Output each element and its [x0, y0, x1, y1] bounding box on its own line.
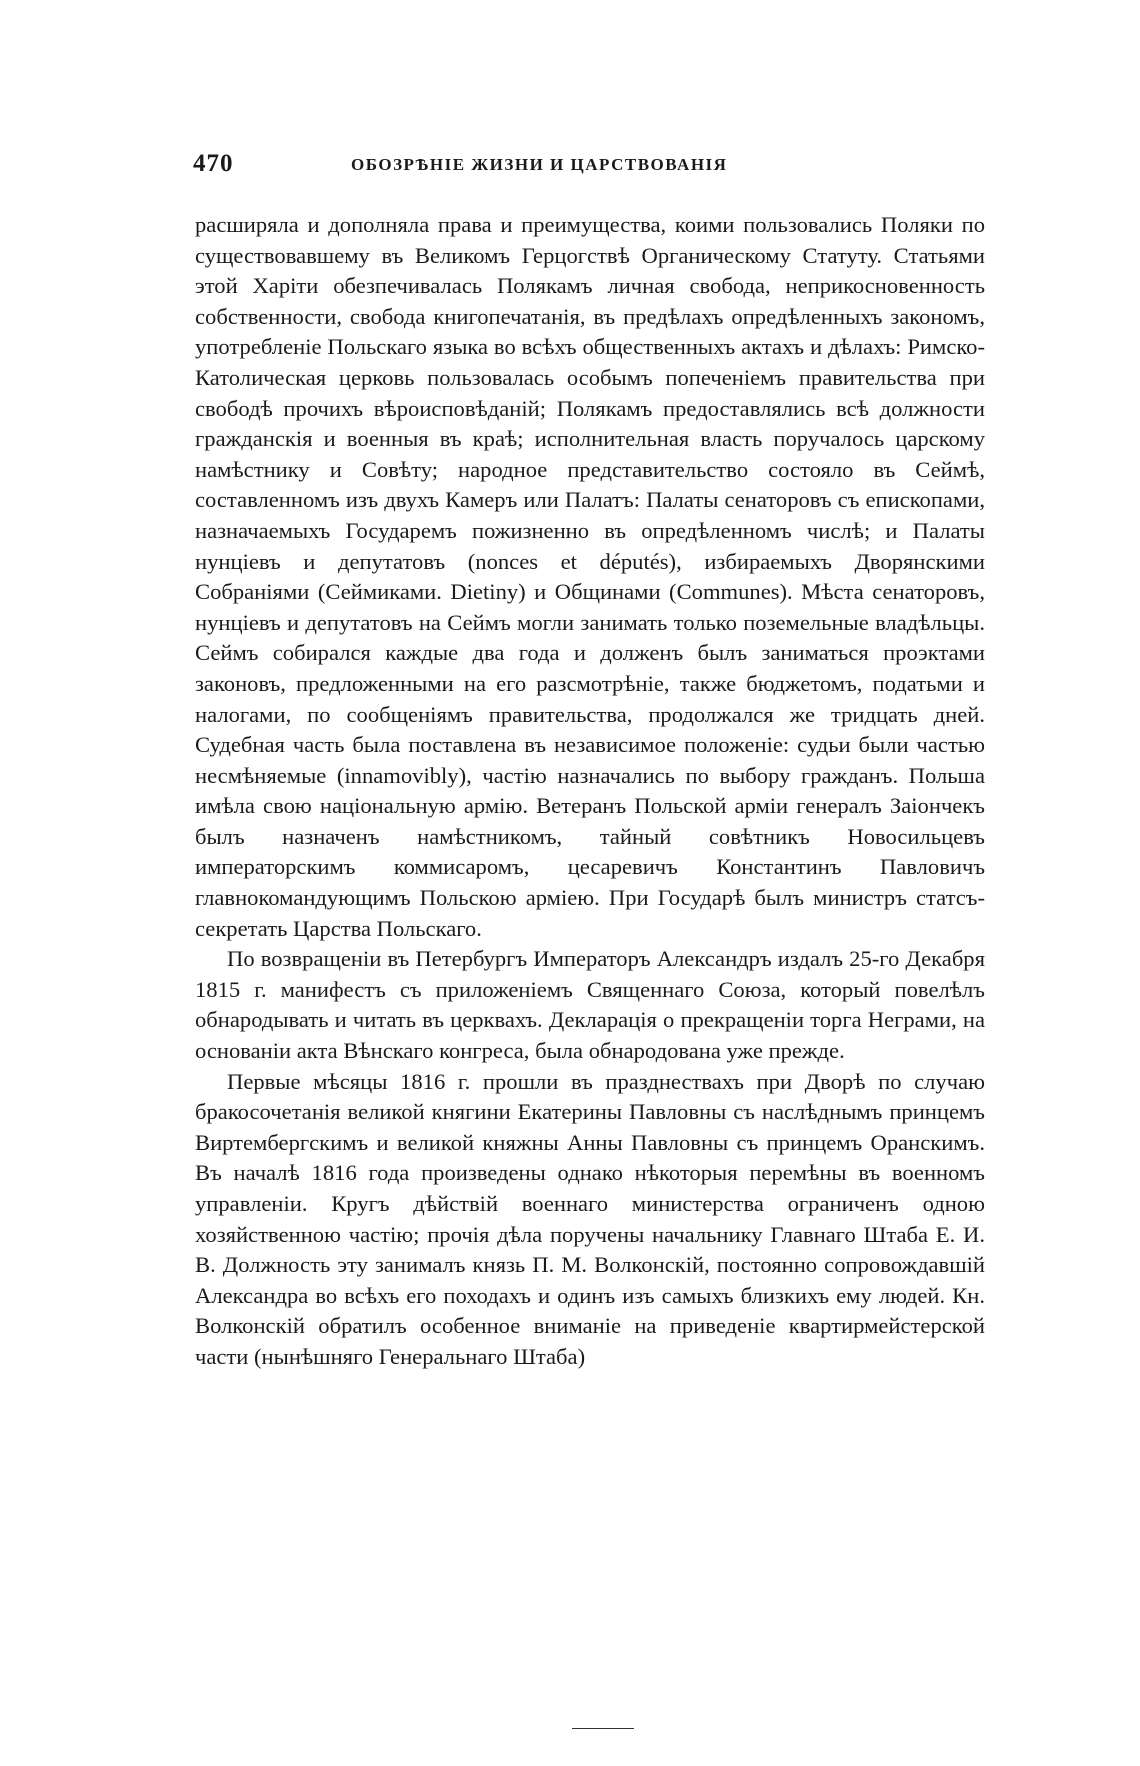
paragraph-continuation: расширяла и дополняла права и преимущества, коими пользовались Поляки по существовавшему въ Великомъ Герцогствѣ Органическому Статуту. Статьями этой Харіти обезпечивалась Полякамъ личная свобода, неприкосновенность собственности, свобода книгопечатанія, въ предѣлахъ опредѣленныхъ закономъ, употребленіе Польскаго языка во всѣхъ общественныхъ актахъ и дѣлахъ: Римско-Католическая церковь пользовалась особымъ попеченіемъ правительства при свободѣ прочихъ вѣроисповѣданій; Полякамъ предоставлялись всѣ должности гражданскія и военныя въ краѣ; исполнительная власть поручалось царскому намѣстнику и Совѣту; народное представительство состояло въ Сеймѣ, составленномъ изъ двухъ Камеръ или Палатъ: Палаты сенаторовъ съ епископами, назначаемыхъ Государемъ пожизненно въ опредѣленномъ числѣ; и Палаты нунціевъ и депутатовъ (nonces et députés), избираемыхъ Дворянскими Собраніями (Сеймиками. Dietiny) и Общинами (Communes). Мѣста сенаторовъ, нунціевъ и депутатовъ на Сеймъ могли занимать только поземельные владѣльцы. Сеймъ собирался каждые два года и долженъ былъ заниматься проэктами законовъ, предложенными на его разсмотрѣніе, также бюджетомъ, податьми и налогами, по сообщеніямъ правительства, продолжался же тридцать дней. Судебная часть была поставлена въ независимое положеніе: судьи были частью несмѣняемые (innamovibly), частію назначались по выбору гражданъ. Польша имѣла свою національную армію. Ветеранъ Польской арміи генералъ Заіончекъ былъ назначенъ намѣстникомъ, тайный совѣтникъ Новосильцевъ императорскимъ коммисаромъ, цесаревичъ Константинъ Павловичъ главнокомандующимъ Польскою арміею. При Государѣ былъ министръ статсъ-секретать Царства Польскаго.	[195, 212, 985, 941]
page-number: 470	[193, 150, 234, 177]
paragraph-manifesto: По возвращеніи въ Петербургъ Императоръ Александръ издалъ 25-го Декабря 1815 г. манифестъ съ приложеніемъ Священнаго Союза, который повелѣлъ обнародывать и читать въ церквахъ. Декларація о прекращеніи торга Неграми, на основаніи акта Вѣнскаго конгреса, была обнародована уже прежде.	[195, 946, 985, 1064]
footer-rule	[572, 1728, 634, 1729]
body-text	[195, 210, 985, 1373]
running-head	[193, 150, 988, 184]
running-title: ОБОЗРѢНІЕ ЖИЗНИ И ЦАРСТВОВАНІЯ	[351, 155, 728, 174]
paragraph-1816: Первые мѣсяцы 1816 г. прошли въ празднествахъ при Дворѣ по случаю бракосочетанія великой княгини Екатерины Павловны съ наслѣднымъ принцемъ Виртембергскимъ и великой княжны Анны Павловны съ принцемъ Оранскимъ. Въ началѣ 1816 года произведены однако нѣкоторыя перемѣны въ военномъ управленіи. Кругъ дѣйствій военнаго министерства ограниченъ одною хозяйственною частію; прочія дѣла поручены начальнику Главнаго Штаба Е. И. В. Должность эту занималъ князь П. М. Волконскій, постоянно сопровождавшій Александра во всѣхъ его походахъ и одинъ изъ самыхъ близкихъ ему людей. Кн. Волконскій обратилъ особенное вниманіе на приведеніе квартирмейстерской части (нынѣшняго Генеральнаго Штаба)	[195, 1068, 985, 1369]
